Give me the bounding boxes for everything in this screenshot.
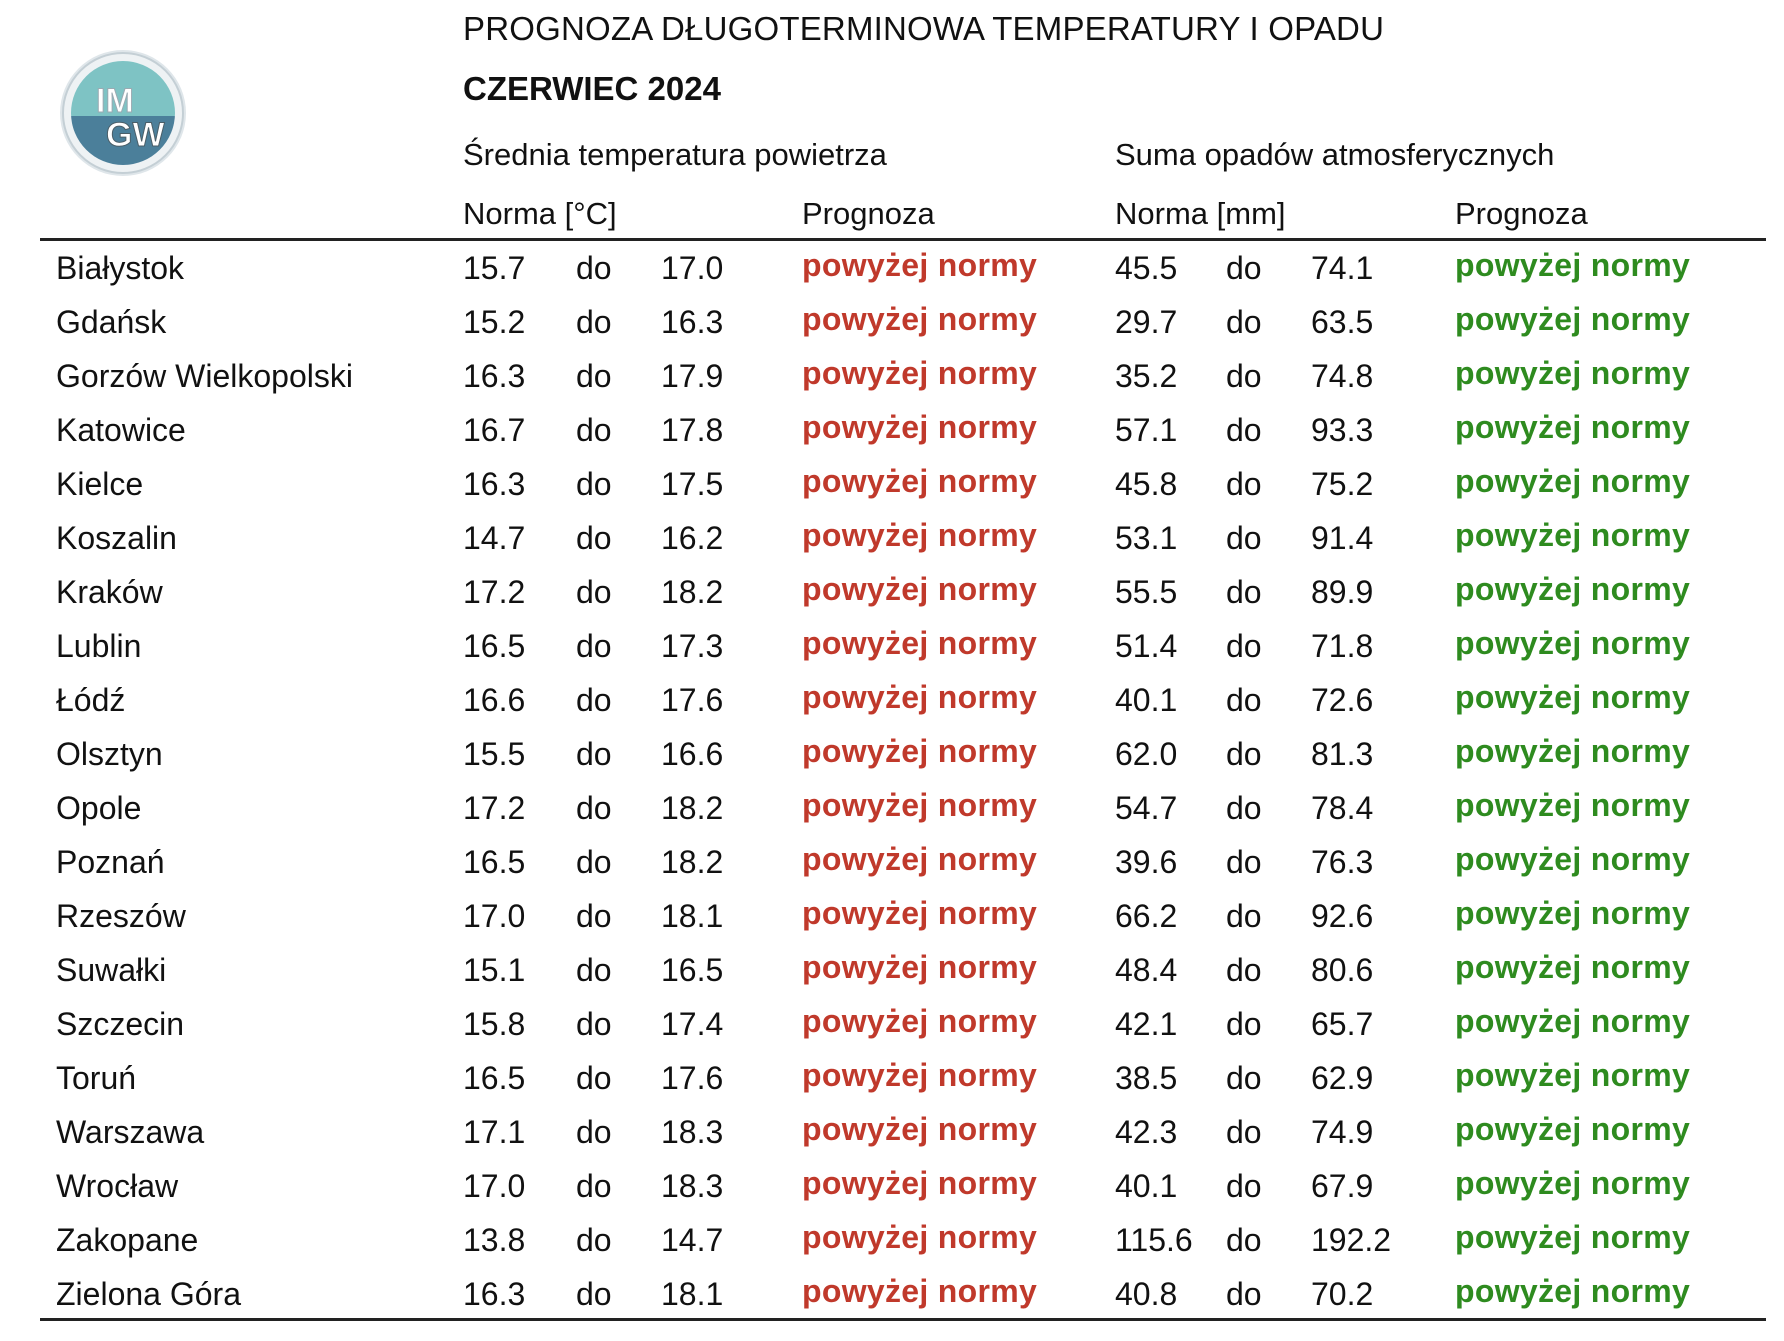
precipitation-norm-separator: do [1226,1114,1262,1150]
precipitation-norm-from: 39.6 [1115,844,1178,880]
temperature-norm-to: 17.9 [661,358,724,394]
table-row [0,890,1784,944]
city-name: Zakopane [56,1222,199,1258]
precipitation-norm-from: 55.5 [1115,574,1178,610]
temperature-norm-separator: do [576,1006,612,1042]
temperature-forecast-header: Prognoza [802,196,935,231]
temperature-norm-to: 17.6 [661,1060,724,1096]
city-name: Poznań [56,844,165,880]
precipitation-norm-from: 115.6 [1115,1222,1193,1258]
precipitation-norm-separator: do [1226,1168,1262,1204]
city-name: Koszalin [56,520,177,556]
temperature-forecast: powyżej normy [802,1273,1038,1309]
city-name: Olsztyn [56,736,163,772]
table-top-rule [40,238,1766,241]
temperature-forecast: powyżej normy [802,247,1038,283]
temperature-norm-to: 18.2 [661,574,724,610]
precipitation-norm-to: 89.9 [1311,574,1374,610]
precipitation-norm-separator: do [1226,466,1262,502]
precipitation-group-header: Suma opadów atmosferycznych [1115,137,1555,172]
precipitation-norm-separator: do [1226,304,1262,340]
temperature-norm-from: 17.2 [463,574,526,610]
page-title: PROGNOZA DŁUGOTERMINOWA TEMPERATURY I OPADU [463,10,1385,47]
temperature-norm-to: 18.3 [661,1114,724,1150]
table-row [0,350,1784,404]
precipitation-norm-separator: do [1226,682,1262,718]
temperature-norm-separator: do [576,898,612,934]
temperature-norm-to: 16.2 [661,520,724,556]
temperature-norm-from: 16.3 [463,1276,526,1312]
temperature-norm-from: 13.8 [463,1222,526,1258]
precipitation-norm-to: 63.5 [1311,304,1374,340]
temperature-group-header: Średnia temperatura powietrza [463,137,887,172]
precipitation-norm-separator: do [1226,1222,1262,1258]
temperature-forecast: powyżej normy [802,733,1038,769]
table-row [0,566,1784,620]
precipitation-forecast: powyżej normy [1455,301,1691,337]
precipitation-forecast: powyżej normy [1455,571,1691,607]
temperature-norm-separator: do [576,790,612,826]
table-row [0,296,1784,350]
precipitation-norm-separator: do [1226,952,1262,988]
precipitation-forecast: powyżej normy [1455,679,1691,715]
temperature-norm-to: 17.3 [661,628,724,664]
logo-text-bottom: GW [106,116,165,154]
city-name: Gdańsk [56,304,167,340]
precipitation-norm-to: 74.8 [1311,358,1374,394]
city-name: Suwałki [56,952,167,988]
city-name: Katowice [56,412,186,448]
temperature-norm-from: 17.1 [463,1114,526,1150]
temperature-norm-separator: do [576,844,612,880]
precipitation-norm-from: 40.1 [1115,682,1178,718]
temperature-norm-separator: do [576,1114,612,1150]
table-row [0,620,1784,674]
precipitation-forecast-header: Prognoza [1455,196,1588,231]
precipitation-norm-separator: do [1226,898,1262,934]
precipitation-norm-from: 40.1 [1115,1168,1178,1204]
precipitation-forecast: powyżej normy [1455,1057,1691,1093]
temperature-forecast: powyżej normy [802,517,1038,553]
temperature-forecast: powyżej normy [802,625,1038,661]
city-name: Rzeszów [56,898,186,934]
temperature-norm-to: 18.2 [661,844,724,880]
precipitation-norm-separator: do [1226,790,1262,826]
precipitation-forecast: powyżej normy [1455,841,1691,877]
temperature-norm-to: 18.3 [661,1168,724,1204]
precipitation-norm-from: 42.3 [1115,1114,1178,1150]
precipitation-norm-from: 51.4 [1115,628,1178,664]
precipitation-norm-separator: do [1226,574,1262,610]
precipitation-norm-to: 74.1 [1311,250,1374,286]
precipitation-norm-separator: do [1226,412,1262,448]
precipitation-norm-from: 48.4 [1115,952,1178,988]
city-name: Wrocław [56,1168,179,1204]
precipitation-norm-header: Norma [mm] [1115,196,1286,231]
precipitation-norm-to: 74.9 [1311,1114,1374,1150]
precipitation-forecast: powyżej normy [1455,1219,1691,1255]
temperature-norm-from: 16.3 [463,358,526,394]
temperature-norm-from: 17.2 [463,790,526,826]
precipitation-norm-to: 70.2 [1311,1276,1374,1312]
precipitation-forecast: powyżej normy [1455,625,1691,661]
temperature-norm-from: 16.5 [463,628,526,664]
precipitation-norm-from: 40.8 [1115,1276,1178,1312]
precipitation-norm-to: 81.3 [1311,736,1374,772]
city-name: Białystok [56,250,185,286]
precipitation-forecast: powyżej normy [1455,949,1691,985]
precipitation-norm-separator: do [1226,844,1262,880]
table-row [0,728,1784,782]
temperature-forecast: powyżej normy [802,1057,1038,1093]
precipitation-forecast: powyżej normy [1455,733,1691,769]
temperature-forecast: powyżej normy [802,1165,1038,1201]
temperature-forecast: powyżej normy [802,787,1038,823]
precipitation-norm-to: 65.7 [1311,1006,1374,1042]
table-row [0,674,1784,728]
temperature-norm-separator: do [576,1222,612,1258]
temperature-forecast: powyżej normy [802,301,1038,337]
temperature-forecast: powyżej normy [802,895,1038,931]
city-name: Szczecin [56,1006,185,1042]
temperature-norm-to: 16.3 [661,304,724,340]
precipitation-norm-from: 66.2 [1115,898,1178,934]
temperature-norm-from: 16.5 [463,844,526,880]
precipitation-norm-from: 53.1 [1115,520,1178,556]
precipitation-norm-to: 78.4 [1311,790,1374,826]
precipitation-norm-from: 45.8 [1115,466,1178,502]
temperature-norm-separator: do [576,682,612,718]
table-row [0,1160,1784,1214]
temperature-norm-separator: do [576,358,612,394]
city-name: Toruń [56,1060,137,1096]
precipitation-forecast: powyżej normy [1455,1165,1691,1201]
precipitation-norm-to: 75.2 [1311,466,1374,502]
precipitation-norm-from: 54.7 [1115,790,1178,826]
precipitation-norm-from: 62.0 [1115,736,1178,772]
precipitation-forecast: powyżej normy [1455,409,1691,445]
city-name: Gorzów Wielkopolski [56,358,353,394]
temperature-norm-from: 17.0 [463,898,526,934]
temperature-norm-from: 15.5 [463,736,526,772]
precipitation-norm-from: 38.5 [1115,1060,1178,1096]
precipitation-norm-to: 71.8 [1311,628,1374,664]
temperature-norm-from: 16.5 [463,1060,526,1096]
temperature-forecast: powyżej normy [802,409,1038,445]
temperature-forecast: powyżej normy [802,355,1038,391]
temperature-norm-to: 17.0 [661,250,724,286]
temperature-norm-separator: do [576,1276,612,1312]
city-name: Warszawa [56,1114,205,1150]
temperature-norm-to: 18.1 [661,898,724,934]
precipitation-forecast: powyżej normy [1455,1003,1691,1039]
temperature-forecast: powyżej normy [802,949,1038,985]
temperature-forecast: powyżej normy [802,679,1038,715]
temperature-norm-from: 16.3 [463,466,526,502]
temperature-norm-from: 15.8 [463,1006,526,1042]
temperature-norm-from: 17.0 [463,1168,526,1204]
temperature-norm-from: 16.7 [463,412,526,448]
table-row [0,1052,1784,1106]
table-row [0,404,1784,458]
precipitation-norm-from: 42.1 [1115,1006,1178,1042]
precipitation-norm-to: 92.6 [1311,898,1374,934]
page-subtitle: CZERWIEC 2024 [463,70,721,107]
temperature-norm-to: 14.7 [661,1222,724,1258]
precipitation-norm-separator: do [1226,1006,1262,1042]
city-name: Kraków [56,574,163,610]
precipitation-norm-separator: do [1226,628,1262,664]
temperature-norm-from: 15.2 [463,304,526,340]
temperature-norm-from: 16.6 [463,682,526,718]
table-row [0,512,1784,566]
table-row [0,458,1784,512]
precipitation-norm-separator: do [1226,358,1262,394]
table-row [0,998,1784,1052]
precipitation-norm-to: 93.3 [1311,412,1374,448]
precipitation-forecast: powyżej normy [1455,895,1691,931]
imgw-logo [58,48,188,178]
temperature-norm-separator: do [576,1168,612,1204]
temperature-norm-separator: do [576,520,612,556]
temperature-norm-to: 16.5 [661,952,724,988]
temperature-norm-from: 15.7 [463,250,526,286]
temperature-forecast: powyżej normy [802,1003,1038,1039]
table-row [0,1214,1784,1268]
city-name: Łódź [56,682,126,718]
temperature-norm-to: 17.4 [661,1006,724,1042]
precipitation-forecast: powyżej normy [1455,787,1691,823]
table-row [0,1106,1784,1160]
logo-text-top: IM [96,82,134,120]
temperature-forecast: powyżej normy [802,463,1038,499]
temperature-norm-separator: do [576,736,612,772]
forecast-table-body [0,242,1784,1322]
city-name: Kielce [56,466,144,502]
precipitation-norm-from: 57.1 [1115,412,1178,448]
precipitation-norm-to: 72.6 [1311,682,1374,718]
table-row [0,1268,1784,1322]
precipitation-forecast: powyżej normy [1455,355,1691,391]
precipitation-norm-to: 80.6 [1311,952,1374,988]
temperature-norm-separator: do [576,412,612,448]
city-name: Lublin [56,628,142,664]
temperature-norm-to: 18.1 [661,1276,724,1312]
temperature-norm-to: 17.5 [661,466,724,502]
temperature-norm-to: 17.8 [661,412,724,448]
precipitation-norm-separator: do [1226,1276,1262,1312]
precipitation-norm-separator: do [1226,736,1262,772]
precipitation-forecast: powyżej normy [1455,517,1691,553]
precipitation-forecast: powyżej normy [1455,463,1691,499]
city-name: Opole [56,790,142,826]
temperature-norm-separator: do [576,1060,612,1096]
temperature-norm-separator: do [576,250,612,286]
table-row [0,836,1784,890]
precipitation-norm-separator: do [1226,1060,1262,1096]
precipitation-forecast: powyżej normy [1455,1111,1691,1147]
imgw-logo-graphic [58,48,188,178]
temperature-norm-to: 18.2 [661,790,724,826]
precipitation-norm-to: 67.9 [1311,1168,1374,1204]
precipitation-norm-from: 29.7 [1115,304,1178,340]
precipitation-norm-to: 62.9 [1311,1060,1374,1096]
temperature-forecast: powyżej normy [802,571,1038,607]
temperature-norm-header: Norma [°C] [463,196,617,231]
table-row [0,944,1784,998]
temperature-norm-to: 17.6 [661,682,724,718]
temperature-norm-separator: do [576,304,612,340]
table-bottom-rule [40,1318,1766,1321]
temperature-norm-from: 14.7 [463,520,526,556]
precipitation-norm-to: 76.3 [1311,844,1374,880]
precipitation-norm-to: 192.2 [1311,1222,1392,1258]
table-row [0,242,1784,296]
temperature-norm-separator: do [576,628,612,664]
temperature-norm-to: 16.6 [661,736,724,772]
temperature-forecast: powyżej normy [802,1219,1038,1255]
precipitation-norm-separator: do [1226,250,1262,286]
temperature-forecast: powyżej normy [802,841,1038,877]
precipitation-forecast: powyżej normy [1455,1273,1691,1309]
precipitation-forecast: powyżej normy [1455,247,1691,283]
temperature-norm-separator: do [576,466,612,502]
precipitation-norm-from: 35.2 [1115,358,1178,394]
temperature-norm-separator: do [576,574,612,610]
city-name: Zielona Góra [56,1276,241,1312]
temperature-norm-from: 15.1 [463,952,526,988]
table-row [0,782,1784,836]
precipitation-norm-from: 45.5 [1115,250,1178,286]
temperature-forecast: powyżej normy [802,1111,1038,1147]
precipitation-norm-to: 91.4 [1311,520,1374,556]
temperature-norm-separator: do [576,952,612,988]
precipitation-norm-separator: do [1226,520,1262,556]
